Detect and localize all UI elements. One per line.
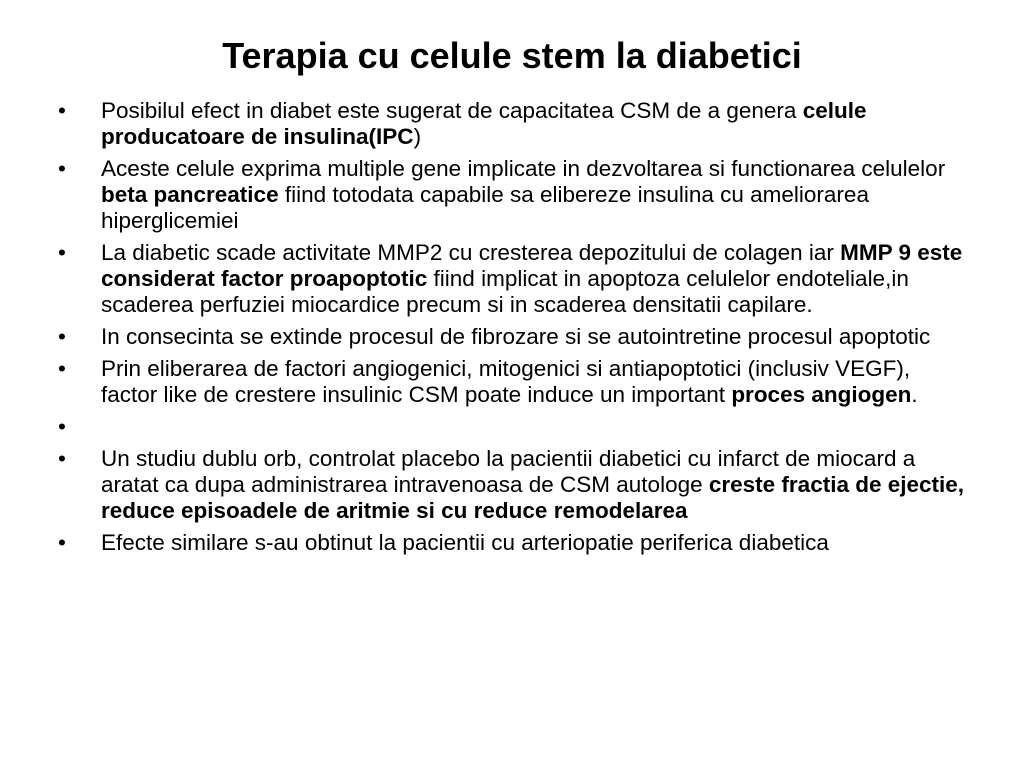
bullet-item [58,530,968,556]
bullet-run: Posibilul efect in diabet este sugerat de capacitatea CSM de a genera [101,98,803,123]
bullet-marker: • [58,156,66,181]
bullet-text [101,446,964,523]
bullet-text [101,530,829,555]
bullet-item [58,156,968,234]
bullet-run: ) [413,124,422,149]
bullet-text [101,324,930,349]
bullet-marker: • [58,356,66,381]
bullet-run: Prin eliberarea de factori angiogenici, mitogenici si antiapoptotici (inclusiv VEGF), factor like de crestere insulinic CSM poate induce un important [101,356,911,407]
bullet-bold-run: celule producatoare de insulina(IPC [101,98,867,149]
bullet-marker: • [58,324,66,349]
bullet-list [58,98,968,562]
bullet-bold-run: beta pancreatice [101,182,279,207]
bullet-item [58,240,968,318]
bullet-item [58,98,968,150]
bullet-bold-run: proces angiogen [731,382,912,407]
bullet-marker: • [58,414,66,439]
bullet-item [58,414,968,440]
bullet-marker: • [58,530,66,555]
bullet-item [58,356,968,408]
bullet-run: fiind totodata capabile sa elibereze insulina cu ameliorarea hiperglicemiei [101,182,869,233]
bullet-item [58,446,968,524]
bullet-run: fiind implicat in apoptoza celulelor endoteliale,in scaderea perfuziei miocardice precum si in scaderea densitatii capilare. [101,266,909,317]
bullet-bold-run: MMP 9 este considerat factor proapoptotic [101,240,963,291]
bullet-run: Un studiu dublu orb, controlat placebo la pacientii diabetici cu infarct de miocard a aratat ca dupa administrarea intravenoasa de CSM autologe [101,446,916,497]
bullet-text [101,98,866,149]
bullet-text [101,156,945,233]
bullet-text [101,240,962,317]
bullet-run: In consecinta se extinde procesul de fibrozare si se autointretine procesul apoptotic [101,324,931,349]
bullet-run: La diabetic scade activitate MMP2 cu cresterea depozitului de colagen iar [101,240,841,265]
bullet-marker: • [58,446,66,471]
bullet-run: Aceste celule exprima multiple gene implicate in dezvoltarea si functionarea celulelor [101,156,946,181]
bullet-marker: • [58,98,66,123]
bullet-run: . [911,382,918,407]
bullet-bold-run: creste fractia de ejectie, reduce episoadele de aritmie si cu reduce remodelarea [101,472,965,523]
bullet-item [58,324,968,350]
slide-title: Terapia cu celule stem la diabetici [222,35,802,76]
bullet-text [101,356,918,407]
bullet-marker: • [58,240,66,265]
bullet-run: Efecte similare s-au obtinut la pacientii cu arteriopatie periferica diabetica [101,530,829,555]
